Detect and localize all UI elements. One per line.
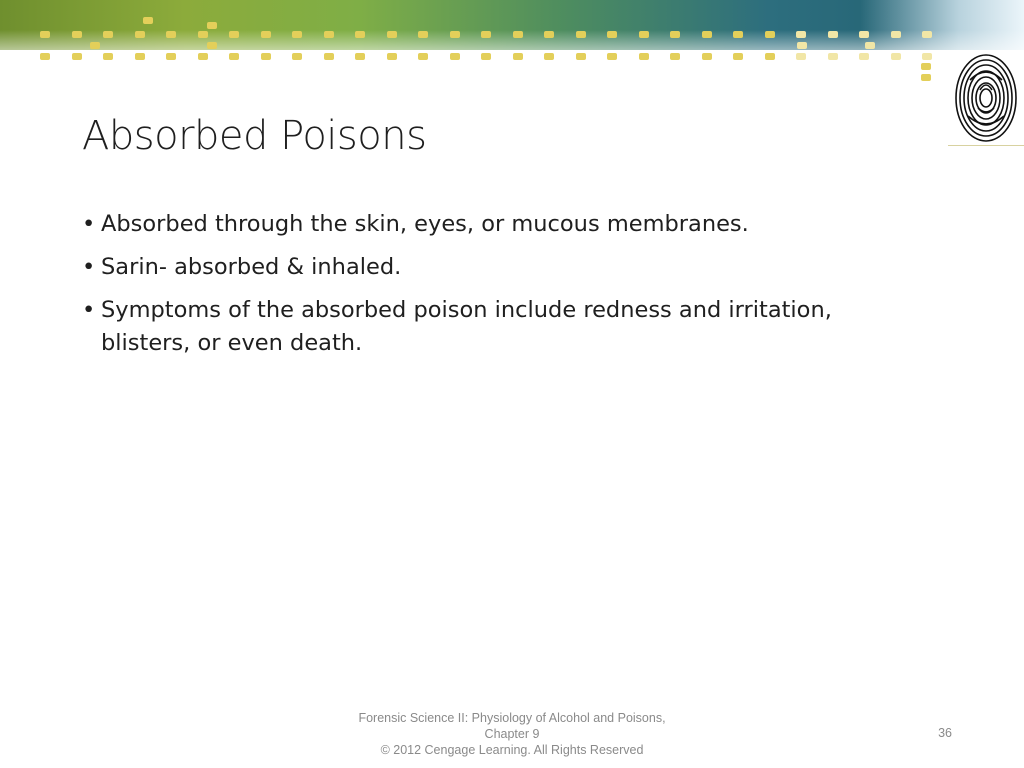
bullet-text: Symptoms of the absorbed poison include redness and irritation, blisters, or even death. (101, 297, 832, 356)
decorative-dot (576, 53, 586, 60)
decorative-dot (355, 53, 365, 60)
fingerprint-icon (950, 50, 1022, 146)
decorative-dot (670, 53, 680, 60)
decorative-dot (670, 31, 680, 38)
footer-copyright-line: © 2012 Cengage Learning. All Rights Reserved (380, 743, 644, 757)
decorative-dot (135, 53, 145, 60)
decorative-dot (166, 53, 176, 60)
decorative-dot (481, 53, 491, 60)
decorative-dot (607, 53, 617, 60)
decorative-dot (72, 31, 82, 38)
decorative-dot (702, 31, 712, 38)
decorative-dot (103, 53, 113, 60)
decorative-dot (166, 31, 176, 38)
decorative-dot (143, 17, 153, 24)
decorative-dot (828, 53, 838, 60)
slide-title: Absorbed Poisons (82, 112, 427, 159)
decorative-dot (229, 31, 239, 38)
bullet-list (82, 208, 902, 370)
decorative-dot (198, 53, 208, 60)
fingerprint-underline (948, 145, 1024, 146)
decorative-dot (135, 31, 145, 38)
decorative-dot (733, 53, 743, 60)
footer-text (300, 710, 724, 758)
decorative-dot (292, 31, 302, 38)
decorative-dot (90, 42, 100, 49)
decorative-dot (261, 31, 271, 38)
decorative-dot (418, 31, 428, 38)
decorative-dot (387, 31, 397, 38)
decorative-dot (828, 31, 838, 38)
footer-chapter-line: Chapter 9 (484, 727, 540, 741)
footer-course-line: Forensic Science II: Physiology of Alcohol and Poisons, (358, 711, 666, 725)
decorative-dot (198, 31, 208, 38)
decorative-dot (639, 53, 649, 60)
decorative-dot (544, 31, 554, 38)
bullet-mark: • (82, 254, 96, 280)
bullet-item (82, 208, 902, 241)
decorative-dot (207, 22, 217, 29)
decorative-dot (797, 42, 807, 49)
decorative-dot (72, 53, 82, 60)
decorative-dot (544, 53, 554, 60)
decorative-dot (40, 31, 50, 38)
decorative-dot (576, 31, 586, 38)
decorative-dot (418, 53, 428, 60)
bullet-item (82, 251, 902, 284)
decorative-dot (733, 31, 743, 38)
decorative-dot (891, 53, 901, 60)
decorative-dot (324, 31, 334, 38)
bullet-mark: • (82, 211, 96, 237)
decorative-dot (639, 31, 649, 38)
decorative-dot (796, 31, 806, 38)
decorative-dot (922, 53, 932, 60)
decorative-dot (513, 31, 523, 38)
decorative-dot (229, 53, 239, 60)
decorative-dot (355, 31, 365, 38)
decorative-dot (891, 31, 901, 38)
bullet-text: Absorbed through the skin, eyes, or mucous membranes. (101, 211, 749, 237)
decorative-dot (859, 31, 869, 38)
decorative-dot (607, 31, 617, 38)
decorative-dot (207, 42, 217, 49)
decorative-dot (324, 53, 334, 60)
decorative-dot (765, 31, 775, 38)
decorative-dot (922, 31, 932, 38)
decorative-dot (921, 74, 931, 81)
decorative-dot (481, 31, 491, 38)
decorative-dot (921, 63, 931, 70)
decorative-dot (765, 53, 775, 60)
decorative-dot (387, 53, 397, 60)
decorative-dot (40, 53, 50, 60)
decorative-dots-row-1 (30, 31, 990, 41)
decorative-dot (702, 53, 712, 60)
decorative-dot (261, 53, 271, 60)
decorative-dot (513, 53, 523, 60)
decorative-dot (796, 53, 806, 60)
decorative-dot (865, 42, 875, 49)
decorative-dots-row-2 (30, 53, 990, 63)
bullet-mark: • (82, 297, 96, 323)
decorative-dot (103, 31, 113, 38)
bullet-text: Sarin- absorbed & inhaled. (101, 254, 402, 280)
bullet-item (82, 294, 902, 360)
decorative-dot (859, 53, 869, 60)
decorative-dot (450, 31, 460, 38)
decorative-dot (450, 53, 460, 60)
decorative-dot (292, 53, 302, 60)
page-number: 36 (938, 726, 952, 740)
